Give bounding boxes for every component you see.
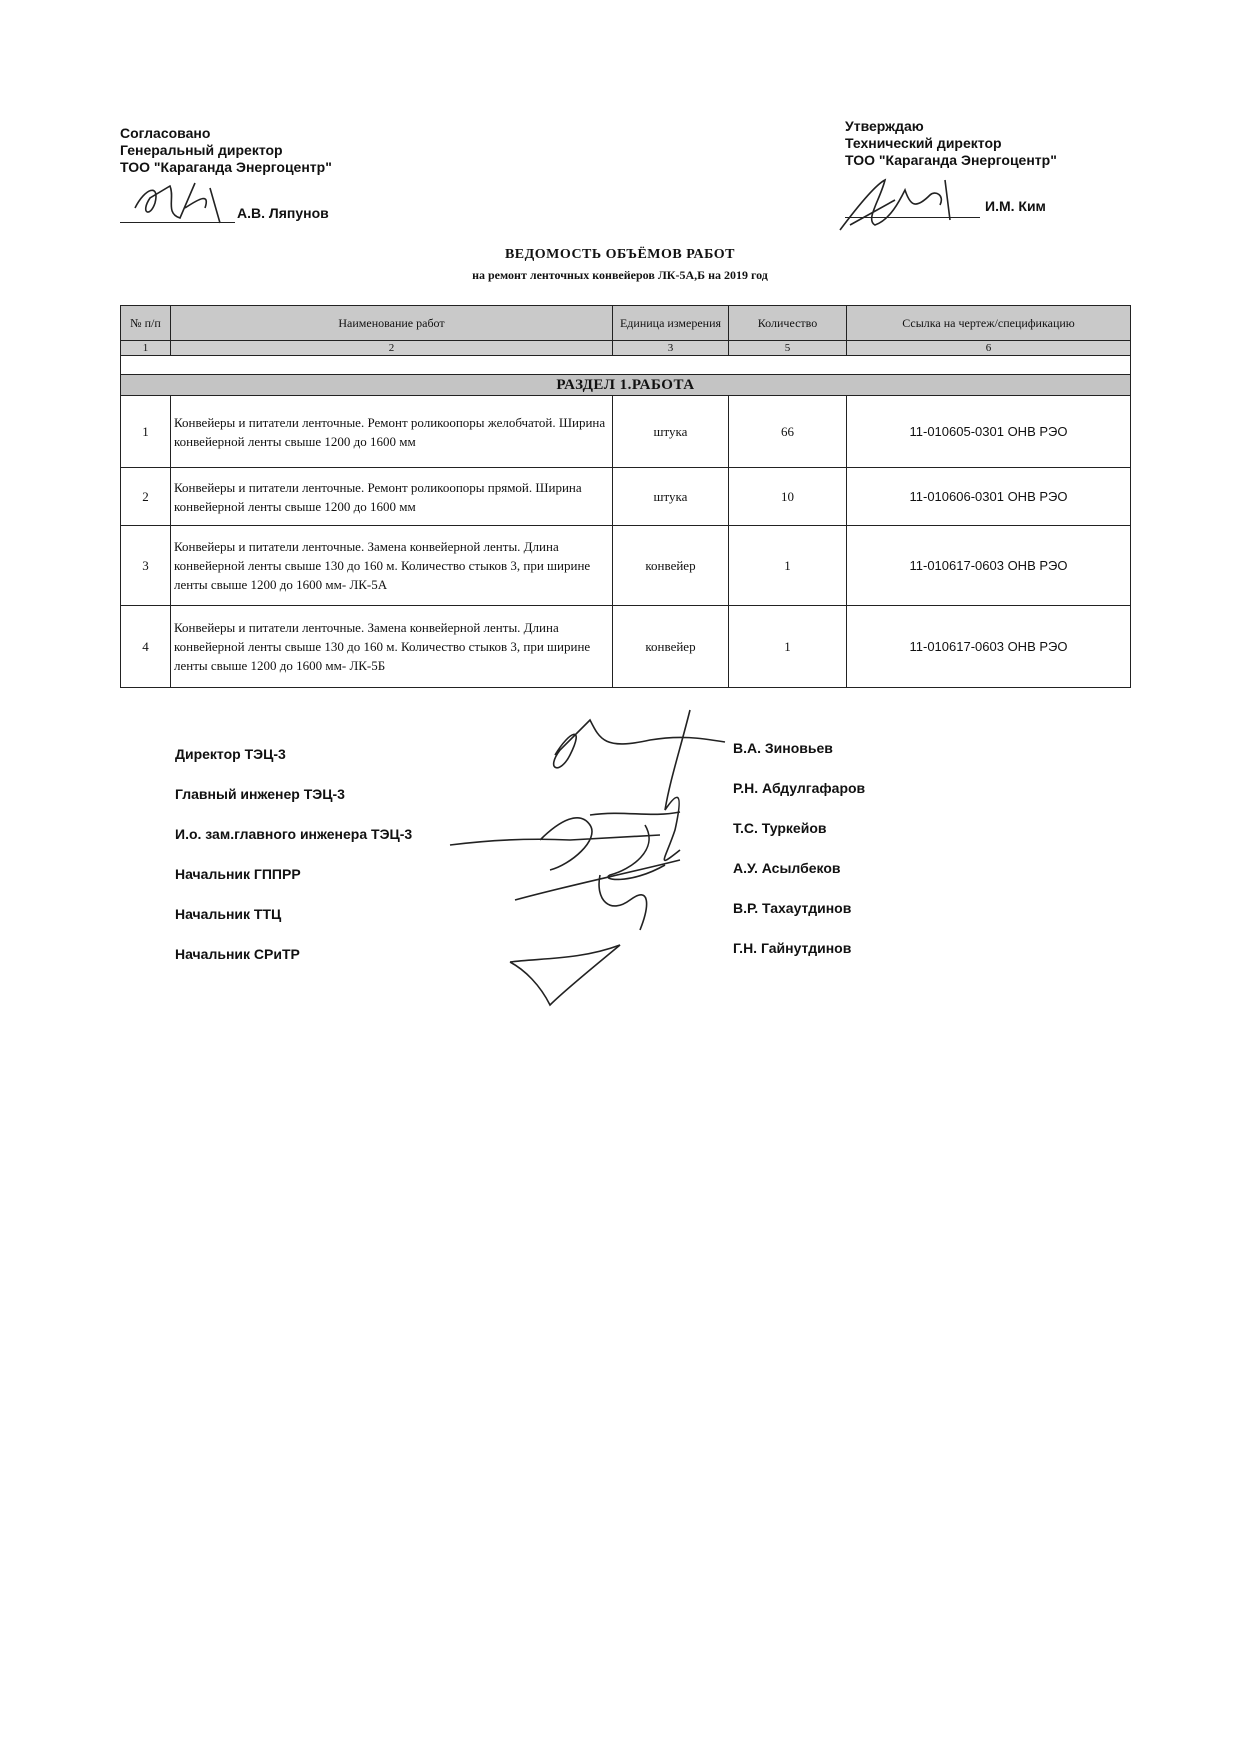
- works-table: [120, 305, 1131, 688]
- document-subtitle: на ремонт ленточных конвейеров ЛК-5А,Б на 2019 год: [472, 268, 768, 282]
- agreed-name: А.В. Ляпунов: [237, 205, 329, 221]
- signatory-name: Р.Н. Абдулгафаров: [733, 780, 866, 796]
- row-unit: конвейер: [613, 526, 729, 606]
- row-name: Конвейеры и питатели ленточные. Замена конвейерной ленты. Длина конвейерной ленты свыше 130 до 160 м. Количество стыков 3, при ширине ленты свыше 1200 до 1600 мм- ЛК-5А: [171, 526, 613, 606]
- row-qty: 66: [729, 396, 847, 468]
- section-title: РАЗДЕЛ 1.РАБОТА: [121, 375, 1131, 396]
- column-number-row: [121, 341, 1131, 356]
- row-unit: конвейер: [613, 606, 729, 688]
- row-qty: 1: [729, 606, 847, 688]
- row-ref: 11-010605-0301 ОНВ РЭО: [847, 396, 1131, 468]
- table-header-row: [121, 306, 1131, 341]
- row-qty: 1: [729, 526, 847, 606]
- spacer-row: [121, 356, 1131, 375]
- signatory-position: Главный инженер ТЭЦ-3: [175, 786, 345, 802]
- column-number: 6: [847, 341, 1131, 356]
- signatory-position: Начальник ТТЦ: [175, 906, 282, 922]
- row-ref: 11-010606-0301 ОНВ РЭО: [847, 468, 1131, 526]
- agreed-line: ТОО "Караганда Энергоцентр": [120, 159, 332, 175]
- approve-name: И.М. Ким: [985, 198, 1046, 214]
- signatory-position: Начальник СРиТР: [175, 946, 300, 962]
- row-unit: штука: [613, 396, 729, 468]
- row-ref: 11-010617-0603 ОНВ РЭО: [847, 526, 1131, 606]
- agreed-line: Согласовано: [120, 125, 211, 141]
- document-title: ВЕДОМОСТЬ ОБЪЁМОВ РАБОТ: [504, 247, 736, 262]
- agreed-block: [120, 125, 332, 176]
- signatory-position: И.о. зам.главного инженера ТЭЦ-3: [175, 826, 413, 842]
- header-cell: Ссылка на чертеж/спецификацию: [847, 306, 1131, 341]
- row-name: Конвейеры и питатели ленточные. Ремонт роликоопоры желобчатой. Ширина конвейерной ленты свыше 1200 до 1600 мм: [171, 396, 613, 468]
- row-unit: штука: [613, 468, 729, 526]
- row-qty: 10: [729, 468, 847, 526]
- signatory-name: Т.С. Туркейов: [733, 820, 827, 836]
- approve-signature: [835, 170, 985, 240]
- row-ref: 11-010617-0603 ОНВ РЭО: [847, 606, 1131, 688]
- row-number: 1: [121, 396, 171, 468]
- column-number: 2: [171, 341, 613, 356]
- approve-line: Технический директор: [845, 135, 1002, 151]
- header-cell: Единица измерения: [613, 306, 729, 341]
- column-number: 1: [121, 341, 171, 356]
- agreed-line: Генеральный директор: [120, 142, 283, 158]
- row-name: Конвейеры и питатели ленточные. Замена конвейерной ленты. Длина конвейерной ленты свыше 130 до 160 м. Количество стыков 3, при ширине ленты свыше 1200 до 1600 мм- ЛК-5Б: [171, 606, 613, 688]
- approve-line: ТОО "Караганда Энергоцентр": [845, 152, 1057, 168]
- table-row: [121, 396, 1131, 468]
- row-name: Конвейеры и питатели ленточные. Ремонт роликоопоры прямой. Ширина конвейерной ленты свыше 1200 до 1600 мм: [171, 468, 613, 526]
- row-number: 4: [121, 606, 171, 688]
- signatory-name: А.У. Асылбеков: [733, 860, 841, 876]
- signatory-name: Г.Н. Гайнутдинов: [733, 940, 852, 956]
- row-number: 3: [121, 526, 171, 606]
- table-row: [121, 468, 1131, 526]
- agreed-signature: [125, 178, 245, 228]
- table-row: [121, 606, 1131, 688]
- header-cell: Количество: [729, 306, 847, 341]
- approve-block: [845, 118, 1057, 169]
- section-row: [121, 375, 1131, 396]
- table-row: [121, 526, 1131, 606]
- signatory-name: В.А. Зиновьев: [733, 740, 833, 756]
- signatory-position: Начальник ГППРР: [175, 866, 301, 882]
- approve-line: Утверждаю: [845, 118, 924, 134]
- column-number: 5: [729, 341, 847, 356]
- header-cell: № п/п: [121, 306, 171, 341]
- signatures-handwritten: [450, 700, 740, 1010]
- signatory-name: В.Р. Тахаутдинов: [733, 900, 852, 916]
- row-number: 2: [121, 468, 171, 526]
- column-number: 3: [613, 341, 729, 356]
- signatory-position: Директор ТЭЦ-3: [175, 746, 286, 762]
- header-cell: Наименование работ: [171, 306, 613, 341]
